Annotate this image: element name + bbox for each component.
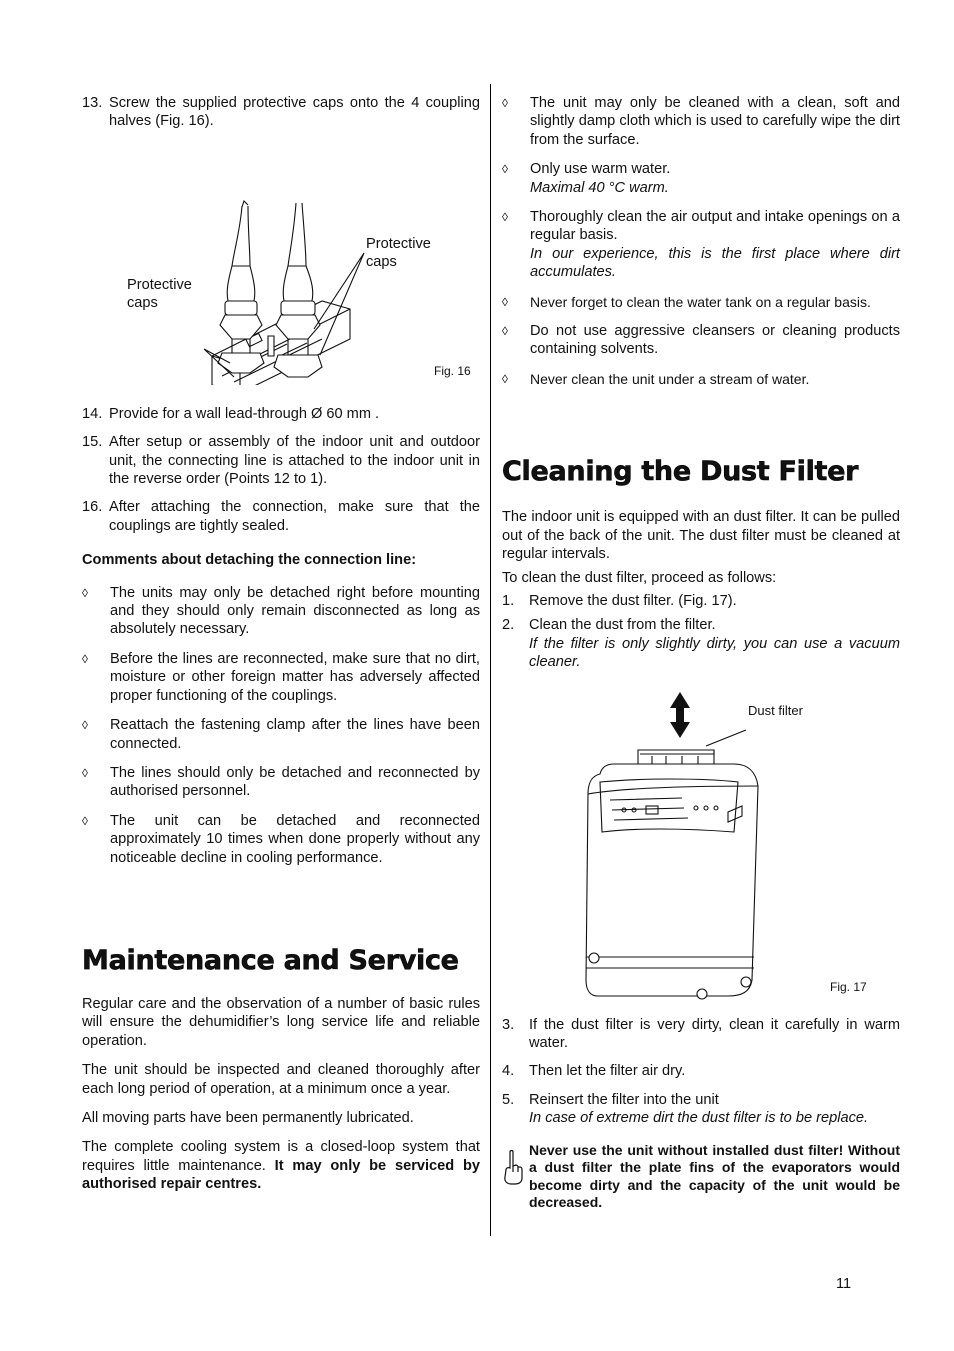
bullet-text: Thoroughly clean the air output and intake openings on a regular basis. <box>530 209 900 244</box>
filter-step-3 <box>502 1016 900 1053</box>
dust-filter-title: Cleaning the Dust Filter <box>502 456 859 488</box>
step-note: In case of extreme dirt the dust filter is to be replace. <box>529 1110 869 1127</box>
bullet-glyph: ◊ <box>82 813 88 828</box>
bullet-glyph: ◊ <box>502 96 508 110</box>
step-number: 4. <box>502 1063 515 1080</box>
maintenance-title: Maintenance and Service <box>82 944 459 976</box>
comments-heading: Comments about detaching the connection line: <box>82 552 417 569</box>
up-down-arrow-icon <box>670 692 690 738</box>
bullet-text: The unit may only be cleaned with a clean, soft and slightly damp cloth which is used to carefully wipe the dirt from the surface. <box>530 95 900 148</box>
step-note: If the filter is only slightly dirty, you can use a vacuum cleaner. <box>529 635 900 671</box>
bullet-text: Reattach the fastening clamp after the lines have been connected. <box>110 717 480 752</box>
step-15 <box>82 433 480 488</box>
filter-step-1 <box>502 592 900 610</box>
bullet-item <box>82 812 480 867</box>
maintenance-text: The complete cooling system is a closed-loop system that requires little maintenance. <box>82 1139 480 1174</box>
bullet-glyph: ◊ <box>82 718 88 733</box>
maintenance-bold-text: It may only be serviced by authorised repair centres. <box>82 1157 481 1193</box>
bullet-text: The lines should only be detached and reconnected by authorised personnel. <box>110 764 480 800</box>
step-number: 5. <box>502 1091 515 1108</box>
warning-note <box>502 1142 900 1212</box>
step-number: 1. <box>502 592 515 609</box>
step-text: If the dust filter is very dirty, clean it carefully in warm water. <box>529 1016 900 1051</box>
step-text: Clean the dust from the filter. <box>529 617 716 634</box>
bullet-item <box>82 584 480 639</box>
bullet-item <box>502 94 900 149</box>
bullet-item <box>502 293 900 311</box>
bullet-item <box>502 208 900 282</box>
dehumidifier-illustration <box>502 682 900 1016</box>
step-13 <box>82 94 480 131</box>
bullet-item <box>502 160 900 197</box>
bullet-text: Only use warm water. <box>530 161 671 178</box>
filter-paragraph: The indoor unit is equipped with an dust filter. It can be pulled out of the back of the unit. The dust filter must be cleaned at regular intervals. <box>502 509 900 563</box>
step-number: 2. <box>502 617 515 634</box>
maintenance-paragraph <box>82 1138 480 1193</box>
maintenance-paragraph: Regular care and the observation of a number of basic rules will ensure the dehumidifier’s long service life and reliable operation. <box>82 995 480 1049</box>
step-16 <box>82 498 480 535</box>
step-text: After attaching the connection, make sure that the couplings are tightly sealed. <box>109 499 480 534</box>
step-text: Reinsert the filter into the unit <box>529 1091 719 1108</box>
bullet-glyph: ◊ <box>82 585 88 600</box>
bullet-glyph: ◊ <box>82 765 88 780</box>
maintenance-paragraph: The unit should be inspected and cleaned thoroughly after each long period of operation, at a minimum once a year. <box>82 1062 480 1097</box>
bullet-text: The units may only be detached right before mounting and they should only remain disconnected as long as absolutely necessary. <box>110 584 480 638</box>
bullet-text: The unit can be detached and reconnected approximately 10 times when done properly without any noticeable decline in cooling performance. <box>110 812 480 866</box>
figure-16 <box>82 141 480 385</box>
filter-step-4 <box>502 1062 900 1080</box>
step-text: Remove the dust filter. (Fig. 17). <box>529 592 737 609</box>
protective-caps-label-left: Protective caps <box>127 276 192 311</box>
bullet-text: Do not use aggressive cleansers or cleaning products containing solvents. <box>530 323 900 358</box>
filter-step-2 <box>502 616 900 671</box>
bullet-glyph: ◊ <box>502 162 508 177</box>
pointing-hand-icon <box>502 1150 524 1186</box>
step-number: 14. <box>82 405 103 422</box>
bullet-glyph: ◊ <box>502 210 508 225</box>
bullet-item <box>82 764 480 801</box>
filter-paragraph: To clean the dust filter, proceed as follows: <box>502 569 777 586</box>
step-text: After setup or assembly of the indoor unit and outdoor unit, the connecting line is attached to the indoor unit in the reverse order (Points 12 to 1). <box>109 434 480 488</box>
step-number: 3. <box>502 1016 515 1033</box>
protective-caps-label-right: Protective caps <box>366 235 431 270</box>
step-text: Provide for a wall lead-through Ø 60 mm . <box>109 405 380 422</box>
step-14 <box>82 405 480 423</box>
bullet-glyph: ◊ <box>502 324 508 339</box>
step-text: Then let the filter air dry. <box>529 1063 686 1080</box>
bullet-item <box>502 322 900 359</box>
bullet-item <box>82 716 480 753</box>
bullet-text: Before the lines are reconnected, make sure that no dirt, moisture or other foreign matter has adversely affected proper functioning of the couplings. <box>110 650 480 704</box>
bullet-glyph: ◊ <box>82 651 88 666</box>
bullet-glyph: ◊ <box>502 371 508 386</box>
figure-caption: Fig. 16 <box>434 363 471 378</box>
figure-caption: Fig. 17 <box>830 979 867 994</box>
step-text: Screw the supplied protective caps onto the 4 coupling halves (Fig. 16). <box>109 95 480 130</box>
bullet-item <box>502 370 900 388</box>
filter-step-5 <box>502 1091 900 1128</box>
maintenance-paragraph: All moving parts have been permanently lubricated. <box>82 1109 414 1126</box>
dust-filter-label: Dust filter <box>748 702 803 718</box>
warning-text: Never use the unit without installed dust filter! Without a dust filter the plate fins of the evaporators would become dirty and the capacity of the unit would be decreased. <box>529 1141 900 1211</box>
page-number: 11 <box>836 1276 852 1292</box>
step-number: 16. <box>82 499 103 516</box>
bullet-note: Maximal 40 °C warm. <box>530 179 669 196</box>
bullet-item <box>82 650 480 705</box>
bullet-glyph: ◊ <box>502 294 508 309</box>
step-number: 13. <box>82 95 103 111</box>
right-column <box>502 94 900 1212</box>
bullet-text: Never clean the unit under a stream of water. <box>530 370 810 387</box>
bullet-note: In our experience, this is the first place where dirt accumulates. <box>530 245 900 281</box>
bullet-text: Never forget to clean the water tank on a regular basis. <box>530 293 871 310</box>
column-divider <box>490 84 491 1236</box>
left-column <box>82 94 480 1205</box>
step-number: 15. <box>82 434 103 451</box>
figure-17 <box>502 682 900 1016</box>
